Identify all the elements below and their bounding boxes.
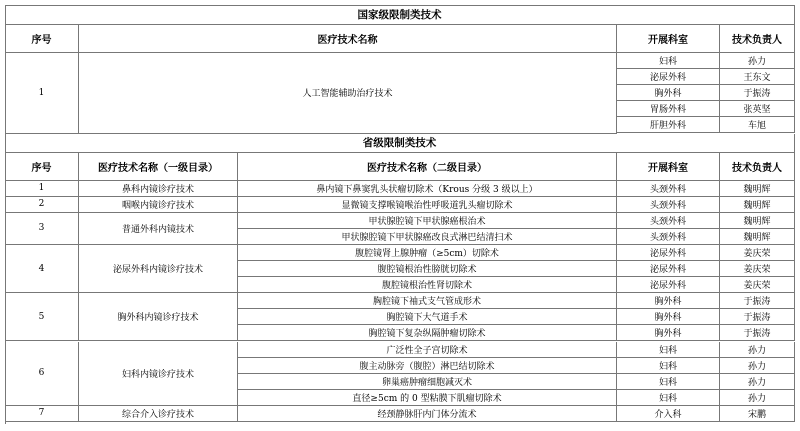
tech-subitem: 胸腔镜下大气道手术 [238, 309, 617, 325]
national-section-title: 国家级限制类技术 [5, 5, 795, 25]
owner-cell: 张英坚 [720, 101, 795, 117]
owner-cell: 王东文 [720, 69, 795, 85]
tech-subitem: 腹主动脉旁（腹腔）淋巴结切除术 [238, 358, 617, 374]
owner-cell: 于振涛 [720, 325, 795, 341]
dept-cell: 介入科 [617, 406, 720, 422]
owner-cell: 车旭 [720, 117, 795, 133]
tech-subitem: 直径≥5cm 的 0 型粘膜下肌瘤切除术 [238, 390, 617, 406]
national-header-cell: 序号 [5, 25, 79, 53]
tech-category: 鼻科内镜诊疗技术 [79, 181, 238, 197]
owner-cell: 姜庆荣 [720, 277, 795, 293]
tech-subitem: 腹腔镜肾上腺肿瘤（≥5cm）切除术 [238, 245, 617, 261]
dept-cell: 头颈外科 [617, 197, 720, 213]
dept-cell: 妇科 [617, 390, 720, 406]
tech-subitem: 甲状腺腔镜下甲状腺癌根治术 [238, 213, 617, 229]
tech-name: 人工智能辅助治疗技术 [79, 53, 617, 134]
dept-cell: 妇科 [617, 53, 720, 69]
provincial-header-cell: 开展科室 [617, 153, 720, 181]
owner-cell: 于振涛 [720, 309, 795, 325]
tech-subitem: 甲状腺腔镜下甲状腺癌改良式淋巴结清扫术 [238, 229, 617, 245]
row-number: 4 [5, 245, 79, 293]
dept-cell: 胸外科 [617, 85, 720, 101]
owner-cell: 魏明辉 [720, 213, 795, 229]
dept-cell: 泌尿外科 [617, 261, 720, 277]
provincial-header-cell: 医疗技术名称（一级目录） [79, 153, 238, 181]
dept-cell: 妇科 [617, 342, 720, 358]
row-number: 2 [5, 197, 79, 213]
dept-cell: 头颈外科 [617, 181, 720, 197]
tech-category: 妇科内镜诊疗技术 [79, 342, 238, 406]
row-number: 7 [5, 406, 79, 422]
dept-cell: 妇科 [617, 358, 720, 374]
dept-cell: 胸外科 [617, 293, 720, 309]
tech-subitem: 胸腔镜下袖式支气管成形术 [238, 293, 617, 309]
tech-category: 咽喉内镜诊疗技术 [79, 197, 238, 213]
provincial-section-title: 省级限制类技术 [5, 134, 795, 153]
tech-category: 综合介入诊疗技术 [79, 406, 238, 422]
row-number: 6 [5, 342, 79, 406]
dept-cell: 胸外科 [617, 325, 720, 341]
dept-cell: 泌尿外科 [617, 277, 720, 293]
dept-cell: 肝胆外科 [617, 117, 720, 133]
owner-cell: 孙力 [720, 53, 795, 69]
dept-cell: 胃肠外科 [617, 101, 720, 117]
provincial-header-cell: 医疗技术名称（二级目录） [238, 153, 617, 181]
owner-cell: 孙力 [720, 390, 795, 406]
dept-cell: 泌尿外科 [617, 245, 720, 261]
tech-subitem: 胸腔镜下复杂纵隔肿瘤切除术 [238, 325, 617, 341]
owner-cell: 魏明辉 [720, 229, 795, 245]
dept-cell: 头颈外科 [617, 213, 720, 229]
owner-cell: 姜庆荣 [720, 245, 795, 261]
row-number: 1 [5, 181, 79, 197]
dept-cell: 泌尿外科 [617, 69, 720, 85]
provincial-header-cell: 序号 [5, 153, 79, 181]
owner-cell: 孙力 [720, 342, 795, 358]
owner-cell: 宋鹏 [720, 406, 795, 422]
national-header-cell: 医疗技术名称 [79, 25, 617, 53]
owner-cell: 于振涛 [720, 85, 795, 101]
national-header-cell: 开展科室 [617, 25, 720, 53]
dept-cell: 头颈外科 [617, 229, 720, 245]
tech-subitem: 显微镜支撑喉镜喉治性呼吸道乳头瘤切除术 [238, 197, 617, 213]
owner-cell: 姜庆荣 [720, 261, 795, 277]
owner-cell: 魏明辉 [720, 181, 795, 197]
tech-subitem: 鼻内镜下鼻窦乳头状瘤切除术（Krous 分级 3 级以上） [238, 181, 617, 197]
national-header-cell: 技术负责人 [720, 25, 795, 53]
owner-cell: 孙力 [720, 374, 795, 390]
restricted-tech-table [5, 5, 795, 424]
tech-subitem: 广泛性全子宫切除术 [238, 342, 617, 358]
tech-category: 胸外科内镜诊疗技术 [79, 293, 238, 341]
tech-subitem: 腹腔镜根治性膀胱切除术 [238, 261, 617, 277]
row-number: 5 [5, 293, 79, 341]
dept-cell: 妇科 [617, 374, 720, 390]
owner-cell: 孙力 [720, 358, 795, 374]
owner-cell: 于振涛 [720, 293, 795, 309]
provincial-header-cell: 技术负责人 [720, 153, 795, 181]
tech-category: 普通外科内镜技术 [79, 213, 238, 245]
tech-subitem: 经颈静脉肝内门体分流术 [238, 406, 617, 422]
tech-subitem: 腹腔镜根治性肾切除术 [238, 277, 617, 293]
owner-cell: 魏明辉 [720, 197, 795, 213]
tech-subitem: 卵巢癌肿瘤细胞减灭术 [238, 374, 617, 390]
row-number: 1 [5, 53, 79, 134]
row-number: 3 [5, 213, 79, 245]
dept-cell: 胸外科 [617, 309, 720, 325]
tech-category: 泌尿外科内镜诊疗技术 [79, 245, 238, 293]
